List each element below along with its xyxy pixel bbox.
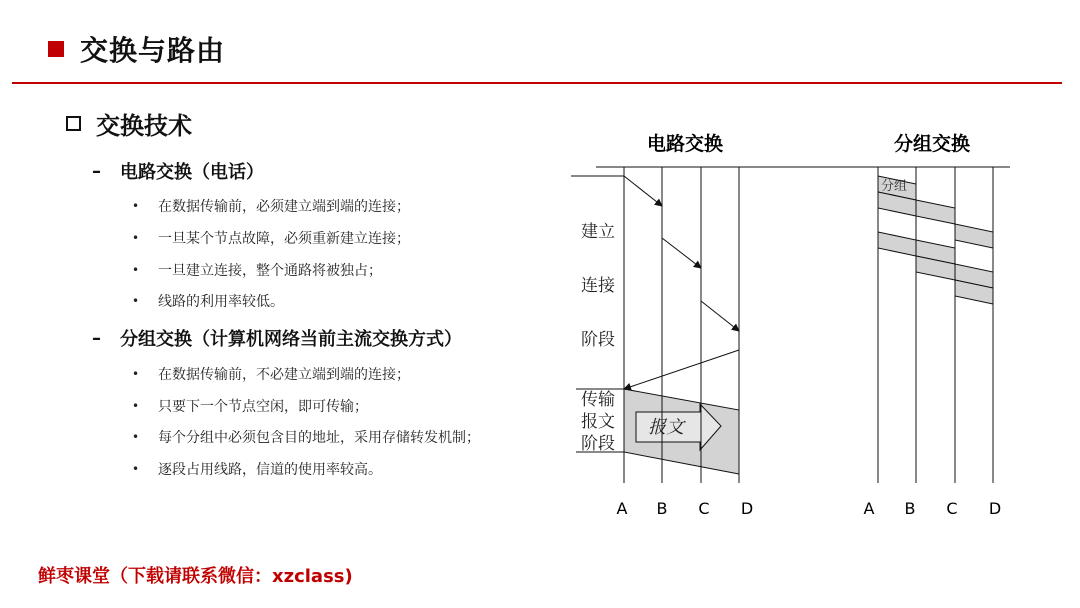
ack-arrow-da bbox=[624, 350, 739, 389]
transfer-label-2: 报文 bbox=[581, 412, 615, 432]
transfer-label-1: 传输 bbox=[581, 390, 615, 410]
bullet-dot-icon: • bbox=[132, 399, 140, 413]
packet-node-a: A bbox=[863, 499, 875, 518]
packet-bands bbox=[878, 176, 993, 304]
bullet-dot-icon: • bbox=[132, 367, 140, 381]
setup-label-2: 连接 bbox=[581, 276, 615, 296]
circuit-node-d: D bbox=[740, 499, 754, 518]
bullet-dot-icon: • bbox=[132, 430, 140, 444]
list-item-text: 每个分组中必须包含目的地址，采用存储转发机制； bbox=[158, 430, 480, 446]
packet-band bbox=[878, 232, 916, 256]
list-item-text: 在数据传输前，必须建立端到端的连接； bbox=[158, 199, 410, 215]
packet-node-b: B bbox=[904, 499, 916, 518]
list-item-text: 在数据传输前，不必建立端到端的连接； bbox=[158, 367, 410, 383]
bullet-dot-icon: • bbox=[132, 231, 140, 245]
packet-node-d: D bbox=[988, 499, 1002, 518]
transfer-label-3: 阶段 bbox=[581, 434, 615, 454]
list-item-text: 逐段占用线路，信道的使用率较高。 bbox=[158, 462, 382, 478]
page-title: 交换与路由 bbox=[80, 34, 226, 67]
dash-bullet-icon: – bbox=[92, 160, 101, 182]
dash-bullet-icon: – bbox=[92, 327, 101, 349]
bullet-dot-icon: • bbox=[132, 462, 140, 476]
section-title: 交换技术 bbox=[96, 112, 192, 140]
packet-diagram-title: 分组交换 bbox=[893, 133, 971, 155]
setup-arrow-cd bbox=[701, 301, 739, 331]
packet-band bbox=[955, 224, 993, 248]
list-item-text: 一旦某个节点故障，必须重新建立连接； bbox=[158, 231, 410, 247]
list-item-text: 只要下一个节点空闲，即可传输； bbox=[158, 399, 368, 415]
setup-label-1: 建立 bbox=[581, 222, 615, 242]
message-label: 报文 bbox=[648, 417, 684, 438]
footer-note: 鲜枣课堂（下载请联系微信：xzclass) bbox=[38, 566, 353, 587]
packet-band bbox=[916, 200, 955, 224]
list-item-text: 一旦建立连接，整个通路将被独占； bbox=[158, 263, 382, 279]
setup-label-3: 阶段 bbox=[581, 330, 615, 350]
list-item-text: 线路的利用率较低。 bbox=[158, 294, 284, 310]
circuit-heading-text: 电路交换（电话） bbox=[120, 162, 264, 183]
setup-arrow-ab bbox=[624, 176, 662, 206]
packet-node-c: C bbox=[946, 499, 958, 518]
bullet-dot-icon: • bbox=[132, 263, 140, 277]
packet-heading-text: 分组交换（计算机网络当前主流交换方式） bbox=[120, 329, 462, 350]
circuit-node-a: A bbox=[616, 499, 628, 518]
setup-arrow-bc bbox=[662, 238, 701, 268]
circuit-diagram-title: 电路交换 bbox=[646, 133, 724, 155]
circuit-node-b: B bbox=[656, 499, 668, 518]
bullet-dot-icon: • bbox=[132, 294, 140, 308]
circuit-node-c: C bbox=[698, 499, 710, 518]
packet-label: 分组 bbox=[881, 179, 908, 194]
bullet-dot-icon: • bbox=[132, 199, 140, 213]
